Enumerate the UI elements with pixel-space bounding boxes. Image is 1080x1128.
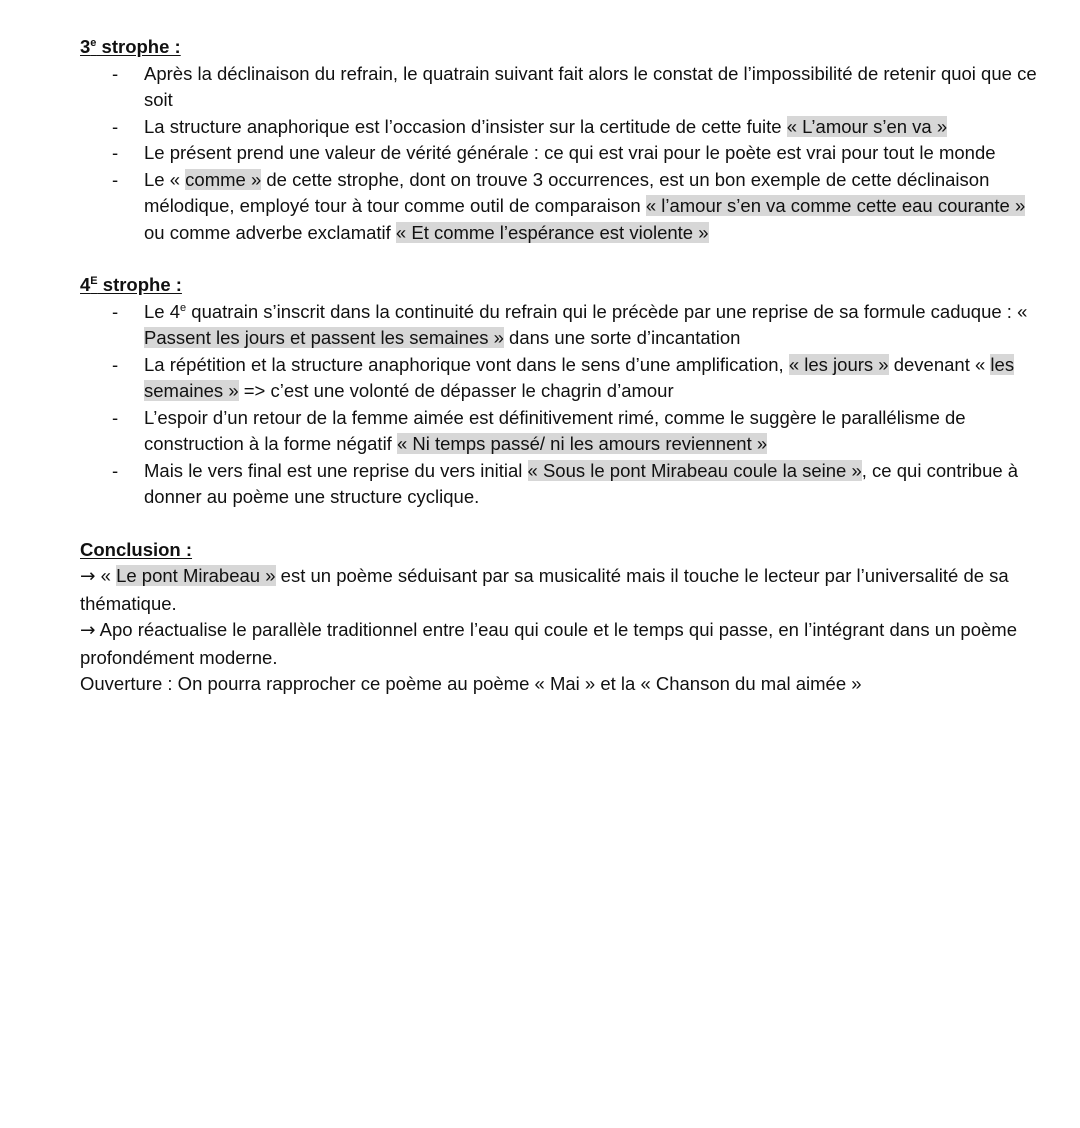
highlighted-quote: Passent les jours et passent les semaines » <box>144 327 504 348</box>
list-item: - La structure anaphorique est l’occasion d’insister sur la certitude de cette fuite « L’amour s’en va » <box>80 114 1040 141</box>
bullet-dash: - <box>112 353 119 375</box>
conclusion-heading: Conclusion : <box>80 538 193 560</box>
section-4-heading-superscript: E <box>90 274 98 287</box>
highlighted-quote: « Et comme l’espérance est violente » <box>395 221 709 243</box>
highlighted-quote: « Ni temps passé/ ni les amours reviennent » <box>396 433 768 454</box>
highlighted-quote: « L’amour s’en va » <box>786 115 948 137</box>
bullet-dash: - <box>112 142 119 163</box>
section-3-heading <box>80 34 1040 61</box>
spacer <box>80 511 1040 537</box>
list-item: - Le « comme » de cette strophe, dont on trouve 3 occurrences, est un bon exemple de cette déclinaison mélodique, employé tour à tour comme outil de comparaison « l’amour s’en va comme cette eau courante » ou comme adverbe exclamatif « Et comme l’espérance est violente » <box>112 168 1026 243</box>
highlighted-quote: « l’amour s’en va comme cette eau courante » <box>645 195 1026 216</box>
spacer <box>80 246 1040 272</box>
section-4-heading-number: 4 <box>80 274 91 295</box>
highlighted-quote: Le pont Mirabeau » <box>116 565 276 586</box>
list-item: - Le présent prend une valeur de vérité générale : ce qui est vrai pour le poète est vrai pour tout le monde <box>80 140 1040 167</box>
section-3-heading-number: 3 <box>80 36 91 57</box>
bullet-dash: - <box>112 459 119 481</box>
bullet-dash: - <box>112 300 119 322</box>
conclusion-opening: Ouverture : On pourra rapprocher ce poème au poème « Mai » et la « Chanson du mal aimée » <box>80 673 862 694</box>
section-4-list <box>80 299 1040 511</box>
highlighted-quote: « Sous le pont Mirabeau coule la seine » <box>527 459 862 481</box>
list-item: - Le 4e quatrain s’inscrit dans la continuité du refrain qui le précède par une reprise de sa formule caduque : « Passent les jours et passent les semaines » dans une sorte d’incantation <box>112 300 1028 348</box>
arrow-right-icon: → <box>80 566 96 587</box>
bullet-dash: - <box>112 406 119 428</box>
highlighted-quote: « les jours » <box>788 353 889 375</box>
bullet-dash: - <box>112 115 119 137</box>
highlighted-quote: comme » <box>185 168 262 190</box>
section-4-heading-text: strophe : <box>97 274 182 295</box>
conclusion-paragraph-1: → « Le pont Mirabeau » est un poème séduisant par sa musicalité mais il touche le lecteur par l’universalité de sa thématique. <box>80 565 1009 614</box>
section-3-list <box>80 61 1040 247</box>
section-3-heading-superscript: e <box>90 36 97 49</box>
bullet-dash: - <box>112 168 119 190</box>
arrow-right-icon: → <box>80 620 96 641</box>
section-3-heading-text: strophe : <box>96 36 181 57</box>
conclusion-paragraph-2: → Apo réactualise le parallèle traditionnel entre l’eau qui coule et le temps qui passe, en l’intégrant dans un poème profondément moderne. <box>80 619 1017 668</box>
highlighted-quote: les semaines » <box>144 353 1015 401</box>
list-item: - La répétition et la structure anaphorique vont dans le sens d’une amplification, « les jours » devenant « les semaines » => c’est une volonté de dépasser le chagrin d’amour <box>112 353 1015 401</box>
document-page <box>80 34 1040 698</box>
list-item: - L’espoir d’un retour de la femme aimée est définitivement rimé, comme le suggère le parallélisme de construction à la forme négatif « Ni temps passé/ ni les amours reviennent » <box>112 406 966 454</box>
bullet-dash: - <box>112 62 119 84</box>
list-item: - Mais le vers final est une reprise du vers initial « Sous le pont Mirabeau coule la seine », ce qui contribue à donner au poème une structure cyclique. <box>112 459 1019 507</box>
list-item: - Après la déclinaison du refrain, le quatrain suivant fait alors le constat de l’impossibilité de retenir quoi que ce soit <box>112 62 1037 110</box>
section-4-heading <box>80 272 1040 299</box>
